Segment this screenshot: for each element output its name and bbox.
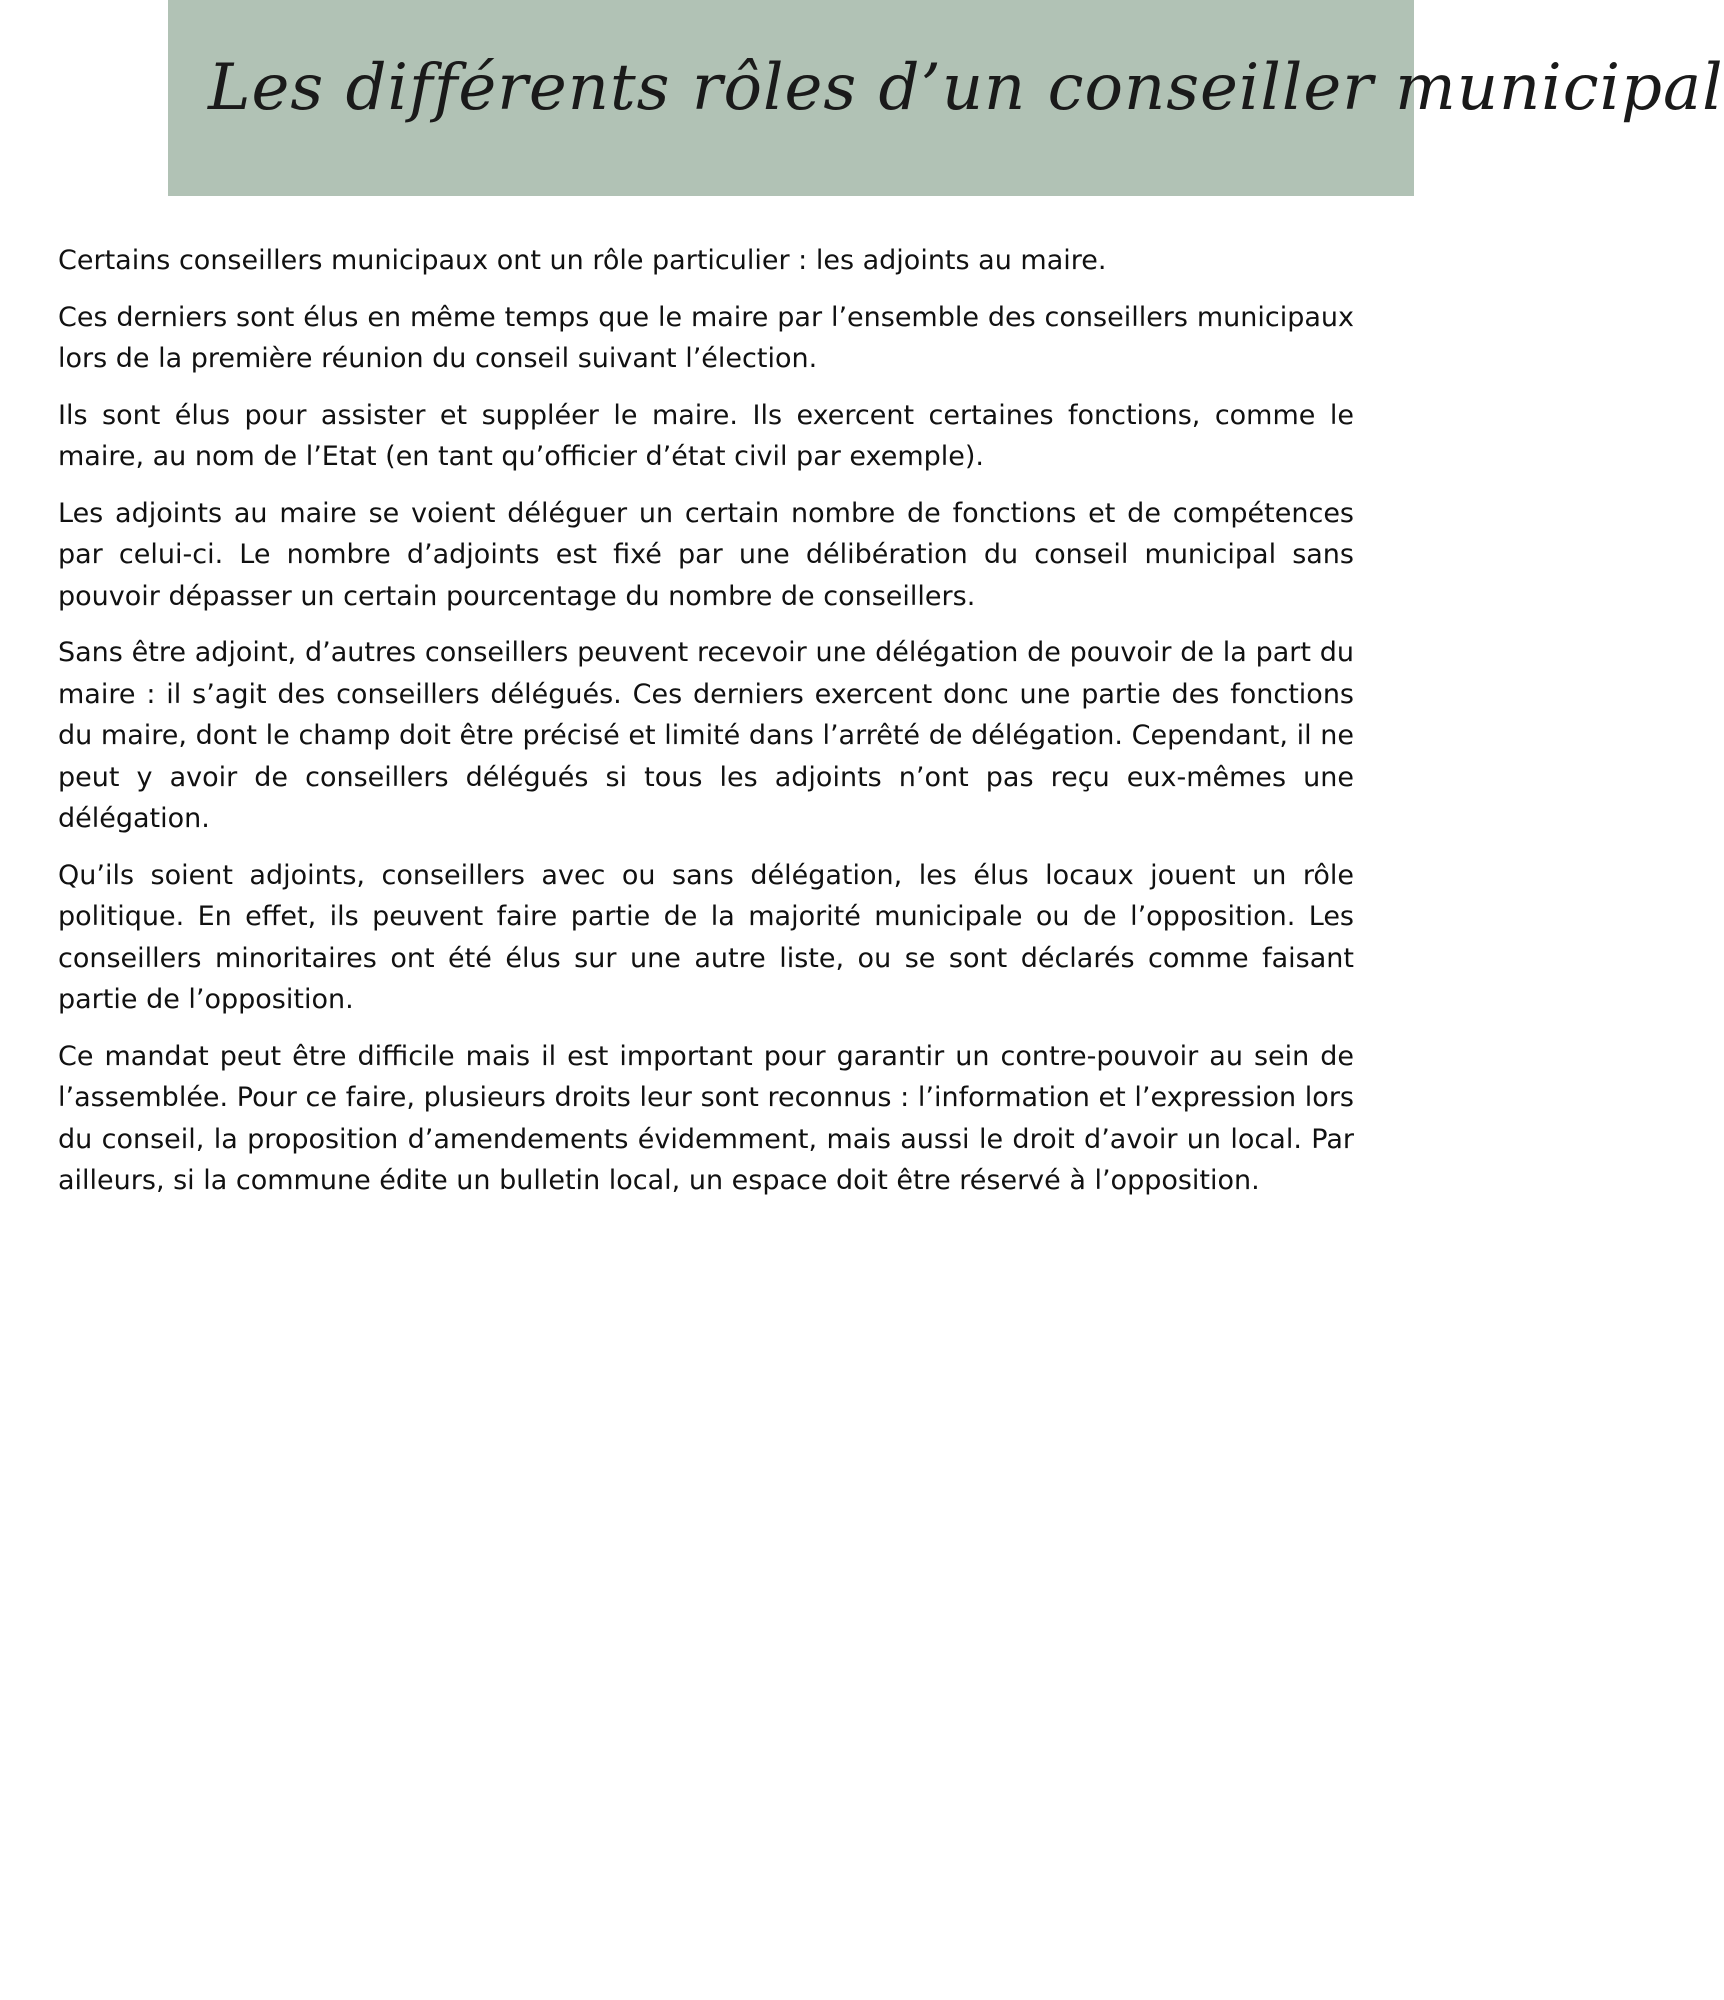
paragraph-conseillers-delegues: Sans être adjoint, d’autres conseillers peuvent recevoir une délégation de pouvoir de la part du maire : il s’agit des conseillers délégués. Ces derniers exercent donc une partie des fonctions du maire, dont le champ doit être précisé et limité dans l’arrêté de délégation. Cependant, il ne peut y avoir de conseillers délégués si tous les adjoints n’ont pas reçu eux-mêmes une délégation. <box>58 637 1354 834</box>
paragraph-opposition-rights: Ce mandat peut être difficile mais il est important pour garantir un contre-pouvoir au sein de l’assemblée. Pour ce faire, plusieurs droits leur sont reconnus : l’information et l’expression lors du conseil, la proposition d’amendements évidemment, mais aussi le droit d’avoir un local. Par ailleurs, si la commune édite un bulletin local, un espace doit être réservé à l’opposition. <box>58 1040 1354 1196</box>
paragraph-role-assistance: Ils sont élus pour assister et suppléer le maire. Ils exercent certaines fonctions, comme le maire, au nom de l’Etat (en tant qu’officier d’état civil par exemple). <box>58 399 1354 472</box>
paragraph-election: Ces derniers sont élus en même temps que le maire par l’ensemble des conseillers municipaux lors de la première réunion du conseil suivant l’élection. <box>58 301 1354 374</box>
document-body <box>58 240 1354 1217</box>
header-band <box>168 0 1724 196</box>
paragraph-delegation: Les adjoints au maire se voient déléguer un certain nombre de fonctions et de compétences par celui-ci. Le nombre d’adjoints est fixé par une délibération du conseil municipal sans pouvoir dépasser un certain pourcentage du nombre de conseillers. <box>58 497 1354 612</box>
paragraph-role-politique: Qu’ils soient adjoints, conseillers avec ou sans délégation, les élus locaux jouent un rôle politique. En effet, ils peuvent faire partie de la majorité municipale ou de l’opposition. Les conseillers minoritaires ont été élus sur une autre liste, ou se sont déclarés comme faisant partie de l’opposition. <box>58 859 1354 1015</box>
paragraph-adjoints-intro: Certains conseillers municipaux ont un rôle particulier : les adjoints au maire. <box>58 245 1107 276</box>
page-title: Les différents rôles d’un conseiller municipal <box>208 51 1724 125</box>
